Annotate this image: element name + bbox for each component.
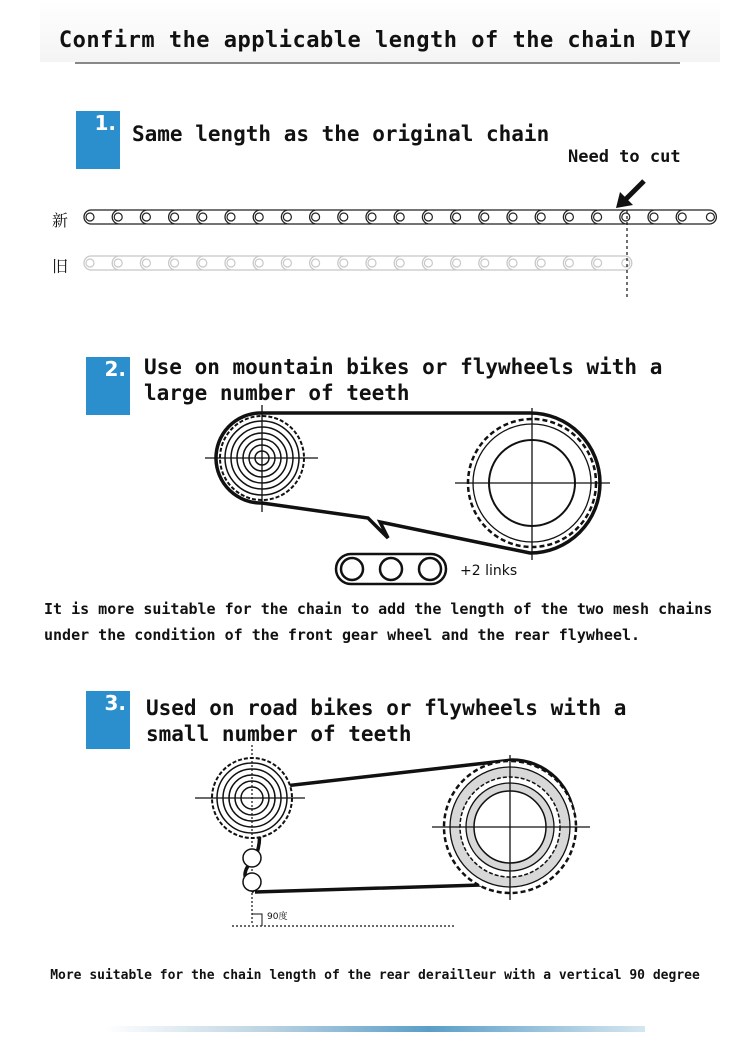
chain-link-pin [368, 213, 376, 221]
chain-link-pin [255, 259, 263, 267]
new-chain [84, 210, 716, 224]
chain-link-pin [114, 259, 122, 267]
chain-link-pin [86, 259, 94, 267]
chain-link-pin [509, 259, 517, 267]
chain-link-pin [171, 213, 179, 221]
section-2-number: 2. [86, 357, 130, 415]
chain-link-pin [565, 213, 573, 221]
chain-link-pin [481, 259, 489, 267]
chain-link-pin [312, 213, 320, 221]
chain-link-pin [340, 213, 348, 221]
chain-link-pin [199, 259, 207, 267]
chain-link-pin [622, 213, 630, 221]
section-1-title: Same length as the original chain [132, 122, 550, 146]
section-3-title-line1: Used on road bikes or flywheels with a [146, 696, 627, 720]
angle-label: 90度 [267, 912, 288, 922]
new-chain-label: 新 [52, 211, 69, 230]
section-2-title-line2: large number of teeth [144, 381, 410, 405]
chain-link-pin [312, 259, 320, 267]
chain-link-pin [171, 259, 179, 267]
extra-links-icon [336, 554, 446, 584]
chain-link-pin [594, 259, 602, 267]
chain-link-pin [453, 259, 461, 267]
section-2-description-line1: It is more suitable for the chain to add the length of the two mesh chains [44, 600, 713, 618]
chain-link-pin [227, 259, 235, 267]
section-1-number: 1. [76, 111, 120, 169]
chain-link-pin [396, 259, 404, 267]
chain-link-pin [86, 213, 94, 221]
chain-link-pin [706, 213, 714, 221]
section-2-title-line1: Use on mountain bikes or flywheels with a [144, 355, 663, 379]
footer-divider [105, 1026, 645, 1032]
old-chain-label: 旧 [52, 257, 69, 276]
section-3-number: 3. [86, 691, 130, 749]
mtb-chain-diagram [205, 405, 610, 584]
page-title: Confirm the applicable length of the chain DIY [58, 28, 692, 53]
road-chain-diagram [195, 745, 590, 926]
chain-link-pin [650, 213, 658, 221]
chain-link-pin [453, 213, 461, 221]
chain-link-pin [622, 259, 630, 267]
section-3-description: More suitable for the chain length of the rear derailleur with a vertical 90 degree [50, 968, 700, 983]
chain-link-pin [227, 213, 235, 221]
section-2-description-line2: under the condition of the front gear wheel and the rear flywheel. [44, 626, 641, 644]
chain-link-pin [114, 213, 122, 221]
chain-link-pin [396, 213, 404, 221]
old-chain [84, 256, 632, 270]
chain-link-pin [142, 213, 150, 221]
cut-arrow-icon [616, 181, 644, 208]
chain-link-pin [594, 213, 602, 221]
chain-link-pin [340, 259, 348, 267]
section-3-title-line2: small number of teeth [146, 722, 412, 746]
chain-link-pin [424, 259, 432, 267]
chain-link-pin [199, 213, 207, 221]
extra-links-label: +2 links [460, 563, 518, 579]
chain-link-pin [368, 259, 376, 267]
chain-link-pin [678, 213, 686, 221]
chain-link-pin [255, 213, 263, 221]
chain-link-pin [283, 213, 291, 221]
cut-label: Need to cut [568, 147, 681, 167]
chain-link-pin [142, 259, 150, 267]
chain-link-pin [537, 213, 545, 221]
chain-link-pin [565, 259, 573, 267]
chain-link-pin [481, 213, 489, 221]
chain-link-pin [509, 213, 517, 221]
chain-link-pin [424, 213, 432, 221]
chain-link-pin [283, 259, 291, 267]
chain-link-pin [537, 259, 545, 267]
